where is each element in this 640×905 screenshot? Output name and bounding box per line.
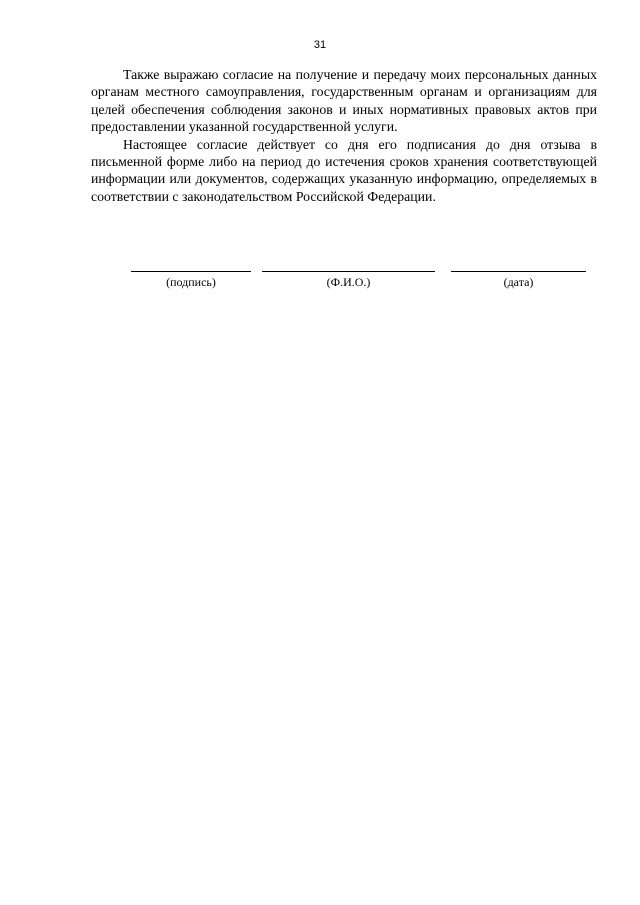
date-caption: (дата) xyxy=(503,275,534,289)
full-name-caption: (Ф.И.О.) xyxy=(326,275,371,289)
signature-caption: (подпись) xyxy=(166,275,216,289)
signature-line xyxy=(131,260,251,272)
full-name-line xyxy=(262,260,435,272)
date-field xyxy=(451,260,586,289)
date-line xyxy=(451,260,586,272)
signature-field xyxy=(131,260,251,289)
page-number: 31 xyxy=(313,39,327,51)
consent-text xyxy=(91,66,597,205)
signature-row xyxy=(0,260,640,300)
paragraph-consent-transfer: Также выражаю согласие на получение и передачу моих персональных данных органам местного самоуправления, государственным органам и организациям для целей обеспечения соблюдения законов и иных нормативных правовых актов при предоставлении указанной государственной услуги. xyxy=(91,67,597,135)
full-name-field xyxy=(262,260,435,289)
paragraph-consent-validity: Настоящее согласие действует со дня его подписания до дня отзыва в письменной форме либо на период до истечения сроков хранения соответствующей информации или документов, содержащих указанную информацию, определяемых в соответствии с законодательством Российской Федерации. xyxy=(91,136,597,204)
